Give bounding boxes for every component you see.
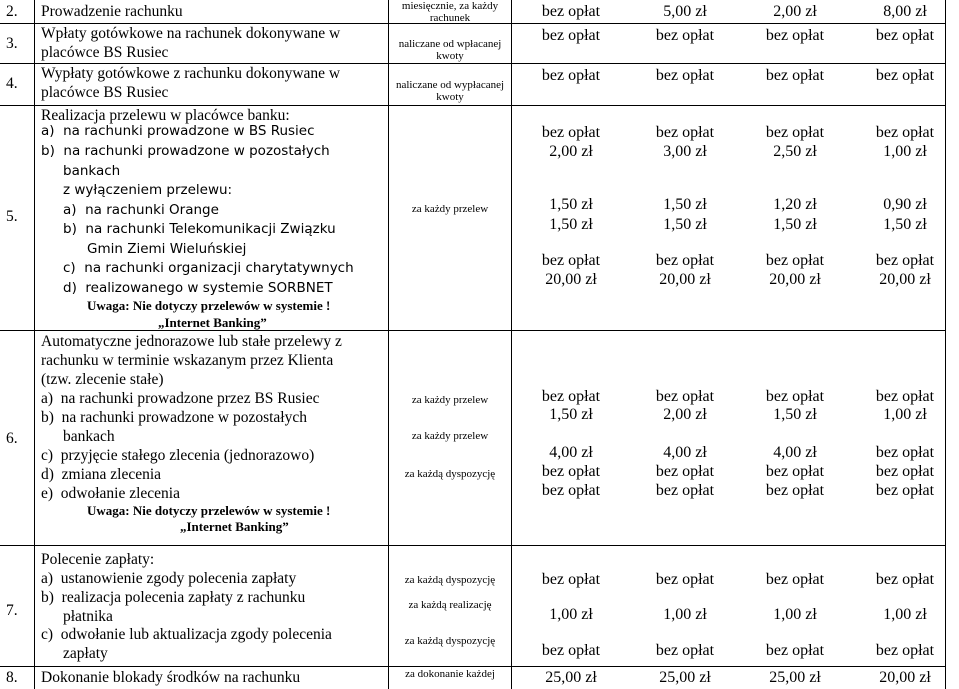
row-6-d-val-3: bez opłat — [765, 463, 825, 480]
row-8-basis: za dokonanie każdej — [405, 668, 495, 680]
row-5-exclusion-b-1: b) na rachunki Telekomunikacji Związku — [63, 221, 336, 237]
row-6-item-a: a) na rachunki prowadzone przez BS Rusiec — [41, 390, 320, 407]
row-6-d-val-4: bez opłat — [875, 463, 935, 480]
row-4-val-4: bez opłat — [875, 67, 935, 84]
row-6-a-val-3: bez opłat — [765, 388, 825, 405]
row-6-e-val-4: bez opłat — [875, 482, 935, 499]
row-8-val-2: 25,00 zł — [659, 669, 711, 686]
row-6-b-val-1: 1,50 zł — [549, 406, 593, 423]
row-5-a-val-4: bez opłat — [875, 124, 935, 141]
row-6-e-val-3: bez opłat — [765, 482, 825, 499]
row-7-item-b-1: b) realizacja polecenia zapłaty z rachunku — [41, 589, 306, 606]
row-5-number: 5. — [6, 208, 18, 225]
row-5-note-internet-banking: „Internet Banking” — [158, 315, 267, 330]
row-7-c-val-4: bez opłat — [875, 642, 935, 659]
row-5-ec-val-3: bez opłat — [765, 252, 825, 269]
row-7-b-val-4: 1,00 zł — [883, 606, 927, 623]
row-7-b-val-3: 1,00 zł — [773, 606, 817, 623]
row-6-heading-3: (tzw. zlecenie stałe) — [41, 371, 164, 388]
row-6-b-val-3: 1,50 zł — [773, 406, 817, 423]
row-4-description-2: placówce BS Rusiec — [41, 84, 169, 101]
row-3-basis-2: kwoty — [436, 50, 464, 62]
row-5-b-val-1: 2,00 zł — [549, 143, 593, 160]
row-5-eb-val-2: 1,50 zł — [663, 216, 707, 233]
row-7-c-val-2: bez opłat — [655, 642, 715, 659]
row-2-number: 2. — [6, 3, 18, 20]
row-6-c-val-2: 4,00 zł — [663, 444, 707, 461]
row-2-basis-1: miesięcznie, za każdy — [401, 0, 499, 12]
row-5-b-val-4: 1,00 zł — [883, 143, 927, 160]
row-5-ea-val-4: 0,90 zł — [883, 196, 927, 213]
row-5-b-val-3: 2,50 zł — [773, 143, 817, 160]
row-5-a-val-1: bez opłat — [541, 124, 601, 141]
row-8-val-4: 20,00 zł — [879, 669, 931, 686]
row-3-val-1: bez opłat — [541, 27, 601, 44]
row-3-val-4: bez opłat — [875, 27, 935, 44]
row-5-exclusion-b-2: Gmin Ziemi Wieluńskiej — [87, 241, 247, 257]
row-6-item-b-2: bankach — [63, 428, 115, 445]
row-5-ec-val-4: bez opłat — [875, 252, 935, 269]
row-6-note-internet-banking: „Internet Banking” — [180, 519, 289, 534]
row-6-heading-2: rachunku w terminie wskazanym przez Klienta — [41, 352, 334, 369]
row-6-c-val-4: bez opłat — [875, 444, 935, 461]
row-5-exclusion-c: c) na rachunki organizacji charytatywnych — [63, 260, 354, 276]
row-6-basis-c: za każdą dyspozycję — [404, 468, 496, 480]
row-5-ed-val-2: 20,00 zł — [659, 271, 711, 288]
row-5-ec-val-2: bez opłat — [655, 252, 715, 269]
row-4-number: 4. — [6, 75, 18, 92]
row-5-a-val-2: bez opłat — [655, 124, 715, 141]
row-8-number: 8. — [6, 669, 18, 686]
row-8-val-1: 25,00 zł — [545, 669, 597, 686]
row-5-a-val-3: bez opłat — [765, 124, 825, 141]
row-6-e-val-2: bez opłat — [655, 482, 715, 499]
row-8-description: Dokonanie blokady środków na rachunku — [41, 669, 301, 686]
row-6-basis-a: za każdy przelew — [411, 394, 489, 406]
row-7-a-val-1: bez opłat — [541, 571, 601, 588]
row-7-item-c-1: c) odwołanie lub aktualizacja zgody polecenia — [41, 626, 332, 643]
row-6-a-val-1: bez opłat — [541, 388, 601, 405]
row-4-val-1: bez opłat — [541, 67, 601, 84]
row-7-a-val-4: bez opłat — [875, 571, 935, 588]
row-4-description-1: Wypłaty gotówkowe z rachunku dokonywane w — [41, 65, 341, 82]
row-3-number: 3. — [6, 35, 18, 52]
row-5-ea-val-3: 1,20 zł — [773, 196, 817, 213]
row-5-exclusion-a: a) na rachunki Orange — [63, 202, 219, 218]
row-6-item-e: e) odwołanie zlecenia — [41, 485, 180, 502]
row-3-description-1: Wpłaty gotówkowe na rachunek dokonywane w — [41, 25, 341, 42]
row-3-val-2: bez opłat — [655, 27, 715, 44]
row-4-basis-1: naliczane od wypłacanej — [395, 79, 505, 91]
row-5-ec-val-1: bez opłat — [541, 252, 601, 269]
row-4-val-2: bez opłat — [655, 67, 715, 84]
row-5-item-b-1: b) na rachunki prowadzone w pozostałych — [41, 143, 330, 159]
row-6-c-val-1: 4,00 zł — [549, 444, 593, 461]
row-7-b-val-2: 1,00 zł — [663, 606, 707, 623]
row-6-number: 6. — [6, 430, 18, 447]
row-3-description-2: placówce BS Rusiec — [41, 44, 169, 61]
row-5-exclusion-d: d) realizowanego w systemie SORBNET — [63, 280, 333, 296]
row-7-basis-c: za każdą dyspozycję — [404, 635, 496, 647]
row-6-b-val-2: 2,00 zł — [663, 406, 707, 423]
row-5-basis: za każdy przelew — [411, 203, 489, 215]
row-7-heading: Polecenie zapłaty: — [41, 551, 155, 568]
row-7-a-val-3: bez opłat — [765, 571, 825, 588]
row-6-e-val-1: bez opłat — [541, 482, 601, 499]
row-5-item-a: a) na rachunki prowadzone w BS Rusiec — [41, 123, 315, 139]
row-5-ed-val-4: 20,00 zł — [879, 271, 931, 288]
row-6-a-val-4: bez opłat — [875, 388, 935, 405]
row-5-eb-val-3: 1,50 zł — [773, 216, 817, 233]
row-8-val-3: 25,00 zł — [769, 669, 821, 686]
row-7-b-val-1: 1,00 zł — [549, 606, 593, 623]
row-7-item-a: a) ustanowienie zgody polecenia zapłaty — [41, 570, 297, 587]
row-5-heading: Realizacja przelewu w placówce banku: — [41, 107, 290, 124]
row-5-ed-val-1: 20,00 zł — [545, 271, 597, 288]
row-7-basis-b: za każdą realizację — [408, 599, 492, 611]
row-6-b-val-4: 1,00 zł — [883, 406, 927, 423]
row-2-basis-2: rachunek — [429, 12, 471, 24]
row-4-basis-2: kwoty — [436, 91, 464, 103]
row-4-val-3: bez opłat — [765, 67, 825, 84]
row-2-val-3: 2,00 zł — [773, 3, 817, 20]
row-6-heading-1: Automatyczne jednorazowe lub stałe przelewy z — [41, 333, 342, 350]
row-6-item-c: c) przyjęcie stałego zlecenia (jednorazowo) — [41, 447, 315, 464]
row-5-item-b-2: bankach — [63, 163, 121, 179]
row-5-b-val-2: 3,00 zł — [663, 143, 707, 160]
row-7-c-val-1: bez opłat — [541, 642, 601, 659]
row-5-note: Uwaga: Nie dotyczy przelewów w systemie ! — [87, 298, 331, 313]
row-7-number: 7. — [6, 602, 18, 619]
row-2-val-1: bez opłat — [541, 3, 601, 20]
row-6-note: Uwaga: Nie dotyczy przelewów w systemie ! — [87, 503, 331, 518]
row-7-basis-a: za każdą dyspozycję — [404, 574, 496, 586]
row-2-description: Prowadzenie rachunku — [41, 3, 183, 20]
row-7-a-val-2: bez opłat — [655, 571, 715, 588]
row-5-eb-val-4: 1,50 zł — [883, 216, 927, 233]
row-5-eb-val-1: 1,50 zł — [549, 216, 593, 233]
row-2-val-4: 8,00 zł — [883, 3, 927, 20]
row-6-basis-b: za każdy przelew — [411, 430, 489, 442]
row-6-d-val-1: bez opłat — [541, 463, 601, 480]
row-6-item-b-1: b) na rachunki prowadzone w pozostałych — [41, 409, 307, 426]
row-6-c-val-3: 4,00 zł — [773, 444, 817, 461]
row-5-ea-val-1: 1,50 zł — [549, 196, 593, 213]
row-5-ed-val-3: 20,00 zł — [769, 271, 821, 288]
row-6-a-val-2: bez opłat — [655, 388, 715, 405]
row-3-val-3: bez opłat — [765, 27, 825, 44]
row-5-exclusion-heading: z wyłączeniem przelewu: — [63, 182, 233, 198]
row-5-ea-val-2: 1,50 zł — [663, 196, 707, 213]
row-7-item-b-2: płatnika — [63, 608, 113, 625]
row-2-val-2: 5,00 zł — [663, 3, 707, 20]
row-3-basis-1: naliczane od wpłacanej — [398, 38, 502, 50]
row-7-item-c-2: zapłaty — [63, 645, 108, 662]
row-6-item-d: d) zmiana zlecenia — [41, 466, 162, 483]
row-7-c-val-3: bez opłat — [765, 642, 825, 659]
row-6-d-val-2: bez opłat — [655, 463, 715, 480]
